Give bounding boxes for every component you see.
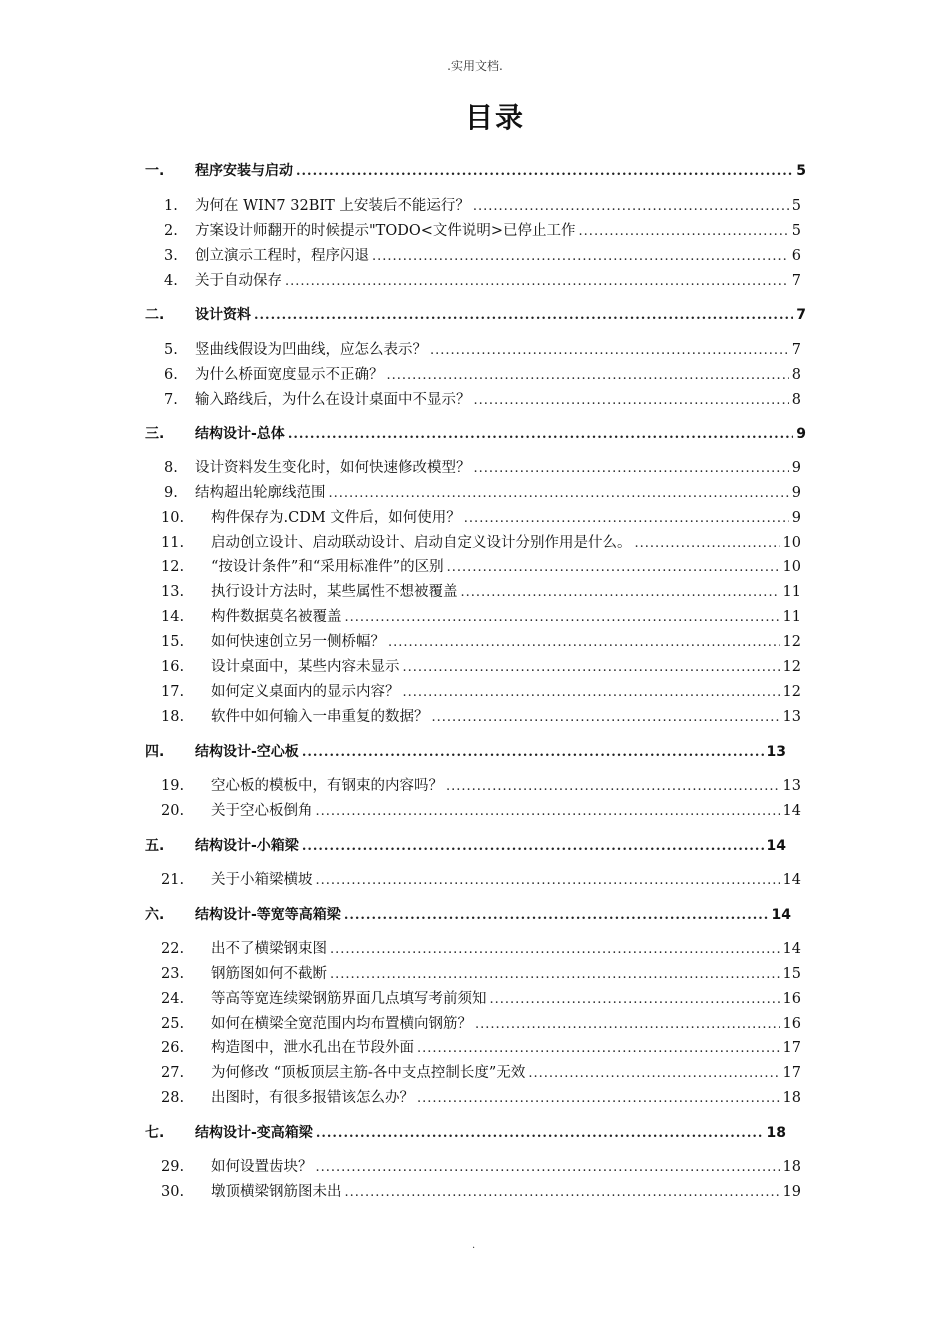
entry-number: 12.: [161, 559, 185, 576]
entry-text: [211, 631, 801, 654]
entry-text: [211, 800, 801, 823]
toc-entry-row[interactable]: [0, 775, 950, 797]
entry-number: 21.: [161, 872, 185, 888]
entry-number: 24.: [161, 990, 185, 1007]
dot-leader: [345, 607, 780, 629]
page-number: 13: [782, 708, 801, 725]
dot-leader: [475, 1014, 780, 1036]
toc-entry-row[interactable]: [0, 963, 950, 985]
dot-leader: [490, 989, 780, 1011]
entry-number: 4.: [164, 272, 178, 289]
page-number: 9: [791, 460, 801, 476]
page-number: 8: [791, 366, 801, 383]
dot-leader: [285, 271, 789, 293]
toc-entry-row[interactable]: [0, 339, 950, 361]
toc-entry-row[interactable]: [0, 800, 950, 822]
entry-text: [211, 581, 801, 604]
page-number: 5: [791, 198, 801, 214]
page-number: 16: [782, 990, 801, 1007]
entry-text: [211, 606, 801, 629]
entry-text: [211, 938, 801, 961]
entry-number: 27.: [161, 1065, 185, 1082]
page-number: 10: [782, 559, 801, 576]
dot-leader: [446, 776, 780, 798]
dot-leader: [464, 508, 789, 530]
dot-leader: [403, 682, 780, 704]
dot-leader: [432, 707, 780, 729]
toc-entry-row[interactable]: [0, 938, 950, 960]
page-number: 16: [782, 1015, 801, 1032]
entry-title: 竖曲线假设为凹曲线，应怎么表示？: [195, 342, 427, 358]
entry-text: [195, 364, 801, 387]
dot-leader: [447, 557, 780, 579]
toc-entry-row[interactable]: [0, 1037, 950, 1059]
page-number: 11: [782, 584, 801, 601]
dot-leader: [417, 1088, 780, 1110]
toc-entry-row[interactable]: [0, 245, 950, 267]
entry-number: 25.: [161, 1015, 185, 1032]
entry-title: 启动创立设计、启动联动设计、启动自定义设计分别作用是什么。: [211, 534, 632, 551]
section-title: 结构设计-小箱梁: [195, 838, 299, 854]
toc-section-row[interactable]: [0, 304, 950, 326]
entry-title: 关于自动保存: [195, 272, 282, 289]
toc-section-row[interactable]: [0, 835, 950, 857]
section-title: 结构设计-变高箱梁: [195, 1125, 313, 1141]
entry-title: 设计桌面中，某些内容未显示: [211, 658, 400, 675]
toc-entry-row[interactable]: [0, 1156, 950, 1178]
dot-leader: [344, 905, 769, 927]
toc-entry-row[interactable]: [0, 1087, 950, 1109]
entry-text: [195, 1122, 786, 1145]
toc-entry-row[interactable]: [0, 532, 950, 554]
dot-leader: [417, 1038, 780, 1060]
toc-title: 目录: [464, 101, 525, 134]
entry-title: 创立演示工程时，程序闪退: [195, 247, 369, 264]
page-number: 13: [766, 744, 786, 760]
entry-title: 软件中如何输入一串重复的数据？: [211, 708, 429, 725]
page-number: 7: [791, 342, 801, 358]
toc-entry-row[interactable]: [0, 988, 950, 1010]
entry-text: [195, 160, 806, 183]
toc-entry-row[interactable]: [0, 220, 950, 242]
entry-text: [195, 220, 801, 243]
entry-title: 出图时，有很多报错该怎么办？: [211, 1090, 414, 1107]
section-title: 设计资料: [195, 307, 251, 323]
toc-entry-row[interactable]: [0, 389, 950, 411]
entry-number: 29.: [161, 1159, 185, 1175]
entry-number: 20.: [161, 802, 185, 819]
dot-leader: [387, 365, 789, 387]
entry-title: 墩顶横梁钢筋图未出: [211, 1183, 342, 1200]
entry-text: [211, 1181, 801, 1204]
entry-title: 方案设计师翻开的时候提示"TODO<文件说明>已停止工作: [195, 222, 576, 239]
toc-entry-row[interactable]: [0, 364, 950, 386]
entry-number: 30.: [161, 1183, 185, 1200]
entry-text: [195, 741, 786, 764]
section-number: 三.: [145, 426, 165, 442]
page-number: 15: [782, 965, 801, 982]
toc-entry-row[interactable]: [0, 869, 950, 891]
entry-title: 如何快速创立另一侧桥幅？: [211, 633, 385, 650]
section-number: 二.: [145, 307, 165, 323]
toc-entry-row[interactable]: [0, 270, 950, 292]
entry-title: 关于小箱梁横坡: [211, 872, 313, 888]
entry-number: 16.: [161, 658, 185, 675]
entry-number: 9.: [164, 484, 178, 501]
entry-number: 17.: [161, 683, 185, 700]
page-footer: .: [472, 1240, 476, 1251]
section-title: 结构设计-等宽等高箱梁: [195, 907, 341, 923]
toc-entry-row[interactable]: [0, 457, 950, 479]
entry-text: [195, 835, 786, 858]
entry-text: [195, 304, 806, 327]
entry-number: 26.: [161, 1040, 185, 1057]
toc-section-row[interactable]: [0, 904, 950, 926]
entry-number: 6.: [164, 366, 178, 383]
entry-number: 13.: [161, 584, 185, 601]
entry-title: 如何设置齿块？: [211, 1159, 313, 1175]
dot-leader: [254, 305, 793, 327]
entry-text: [195, 389, 801, 412]
entry-text: [211, 1062, 801, 1085]
entry-text: [195, 423, 806, 446]
entry-title: 执行设计方法时，某些属性不想被覆盖: [211, 584, 458, 601]
entry-text: [211, 1013, 801, 1036]
entry-text: [211, 1156, 801, 1179]
section-number: 六.: [145, 907, 165, 923]
dot-leader: [316, 870, 780, 892]
page-number: 12: [782, 683, 801, 700]
dot-leader: [635, 533, 780, 555]
entry-text: [195, 457, 801, 480]
entry-title: 为什么桥面宽度显示不正确？: [195, 366, 384, 383]
toc-entry-row[interactable]: [0, 556, 950, 578]
page-number: 14: [771, 907, 791, 923]
entry-text: [211, 988, 801, 1011]
page-number: 13: [782, 778, 801, 794]
entry-text: [211, 706, 801, 729]
entry-title: 为何在 WIN7 32BIT 上安装后不能运行？: [195, 198, 470, 214]
page-number: 5: [796, 163, 806, 179]
toc-entry-row[interactable]: [0, 1062, 950, 1084]
page-number: 6: [791, 247, 801, 264]
dot-leader: [330, 939, 780, 961]
dot-leader: [388, 632, 780, 654]
page-number: 5: [791, 222, 801, 239]
dot-leader: [403, 657, 780, 679]
page-number: 19: [782, 1183, 801, 1200]
entry-title: 等高等宽连续梁钢筋界面几点填写考前须知: [211, 990, 487, 1007]
entry-text: [195, 339, 801, 362]
entry-number: 7.: [164, 391, 178, 408]
page-number: 14: [782, 872, 801, 888]
section-number: 七.: [145, 1125, 165, 1141]
entry-title: 如何在横梁全宽范围内均布置横向钢筋？: [211, 1015, 472, 1032]
dot-leader: [288, 424, 793, 446]
section-number: 一.: [145, 163, 165, 179]
dot-leader: [430, 340, 789, 362]
toc-entry-row[interactable]: [0, 706, 950, 728]
entry-number: 28.: [161, 1090, 185, 1107]
page-header: .实用文档.: [447, 59, 503, 73]
entry-title: 设计资料发生变化时，如何快速修改模型？: [195, 460, 471, 476]
entry-title: “按设计条件”和“采用标准件”的区别: [211, 559, 444, 576]
page-number: 14: [782, 941, 801, 957]
toc-section-row[interactable]: [0, 741, 950, 763]
toc-entry-row[interactable]: [0, 681, 950, 703]
entry-title: 输入路线后，为什么在设计桌面中不显示？: [195, 391, 471, 408]
dot-leader: [345, 1182, 780, 1204]
page-number: 18: [766, 1125, 786, 1141]
toc-entry-row[interactable]: [0, 656, 950, 678]
entry-number: 11.: [161, 534, 185, 551]
entry-text: [211, 963, 801, 986]
entry-text: [211, 556, 801, 579]
section-title: 程序安装与启动: [195, 163, 293, 179]
entry-text: [195, 482, 801, 505]
entry-number: 10.: [161, 509, 185, 526]
dot-leader: [330, 964, 780, 986]
page-number: 9: [791, 509, 801, 526]
dot-leader: [579, 221, 789, 243]
entry-text: [211, 532, 801, 555]
entry-number: 5.: [164, 342, 178, 358]
entry-title: 构造图中，泄水孔出在节段外面: [211, 1040, 414, 1057]
toc-entry-row[interactable]: [0, 195, 950, 217]
page-number: 17: [782, 1065, 801, 1082]
page-number: 14: [766, 838, 786, 854]
dot-leader: [296, 161, 793, 183]
entry-text: [195, 245, 801, 268]
page-number: 18: [782, 1090, 801, 1107]
toc-entry-row[interactable]: [0, 581, 950, 603]
page-number: 8: [791, 391, 801, 408]
entry-number: 23.: [161, 965, 185, 982]
page-number: 18: [782, 1159, 801, 1175]
entry-title: 构件数据莫名被覆盖: [211, 609, 342, 626]
section-title: 结构设计-总体: [195, 426, 285, 442]
toc-entry-row[interactable]: [0, 606, 950, 628]
page-number: 11: [782, 609, 801, 626]
entry-text: [211, 869, 801, 892]
page-number: 7: [796, 307, 806, 323]
dot-leader: [474, 458, 789, 480]
entry-title: 钢筋图如何不截断: [211, 965, 327, 982]
entry-number: 15.: [161, 633, 185, 650]
entry-text: [211, 656, 801, 679]
dot-leader: [316, 801, 780, 823]
section-title: 结构设计-空心板: [195, 744, 299, 760]
page-number: 12: [782, 633, 801, 650]
entry-number: 1.: [164, 198, 178, 214]
entry-text: [211, 1037, 801, 1060]
entry-title: 如何定义桌面内的显示内容？: [211, 683, 400, 700]
entry-number: 8.: [164, 460, 178, 476]
page-number: 14: [782, 802, 801, 819]
entry-number: 19.: [161, 778, 185, 794]
toc-entry-row[interactable]: [0, 1013, 950, 1035]
entry-text: [211, 1087, 801, 1110]
page-number: 9: [796, 426, 806, 442]
dot-leader: [329, 483, 789, 505]
toc-entry-row[interactable]: [0, 631, 950, 653]
entry-text: [195, 904, 791, 927]
toc-entry-row[interactable]: [0, 482, 950, 504]
page-number: 10: [782, 534, 801, 551]
dot-leader: [372, 246, 789, 268]
entry-title: 结构超出轮廓线范围: [195, 484, 326, 501]
toc-section-row[interactable]: [0, 1122, 950, 1144]
entry-title: 构件保存为.CDM 文件后，如何使用？: [211, 509, 461, 526]
page-number: 17: [782, 1040, 801, 1057]
toc-entry-row[interactable]: [0, 1181, 950, 1203]
dot-leader: [461, 582, 780, 604]
entry-title: 空心板的模板中，有钢束的内容吗？: [211, 778, 443, 794]
dot-leader: [474, 390, 789, 412]
dot-leader: [316, 1123, 764, 1145]
page-number: 7: [791, 272, 801, 289]
entry-number: 2.: [164, 222, 178, 239]
dot-leader: [316, 1157, 780, 1179]
dot-leader: [302, 836, 764, 858]
page-number: 9: [791, 484, 801, 501]
entry-text: [211, 681, 801, 704]
entry-number: 18.: [161, 708, 185, 725]
entry-title: 为何修改 “顶板顶层主筋-各中支点控制长度”无效: [211, 1065, 526, 1082]
dot-leader: [473, 196, 789, 218]
section-number: 五.: [145, 838, 165, 854]
section-number: 四.: [145, 744, 165, 760]
page-number: 12: [782, 658, 801, 675]
entry-title: 出不了横梁钢束图: [211, 941, 327, 957]
entry-number: 3.: [164, 247, 178, 264]
toc-entry-row[interactable]: [0, 507, 950, 529]
dot-leader: [302, 742, 764, 764]
entry-title: 关于空心板倒角: [211, 802, 313, 819]
dot-leader: [528, 1063, 779, 1085]
entry-text: [211, 775, 801, 798]
toc-section-row[interactable]: [0, 160, 950, 182]
entry-text: [195, 270, 801, 293]
entry-text: [195, 195, 801, 218]
entry-text: [211, 507, 801, 530]
entry-number: 22.: [161, 941, 185, 957]
toc-section-row[interactable]: [0, 423, 950, 445]
entry-number: 14.: [161, 609, 185, 626]
